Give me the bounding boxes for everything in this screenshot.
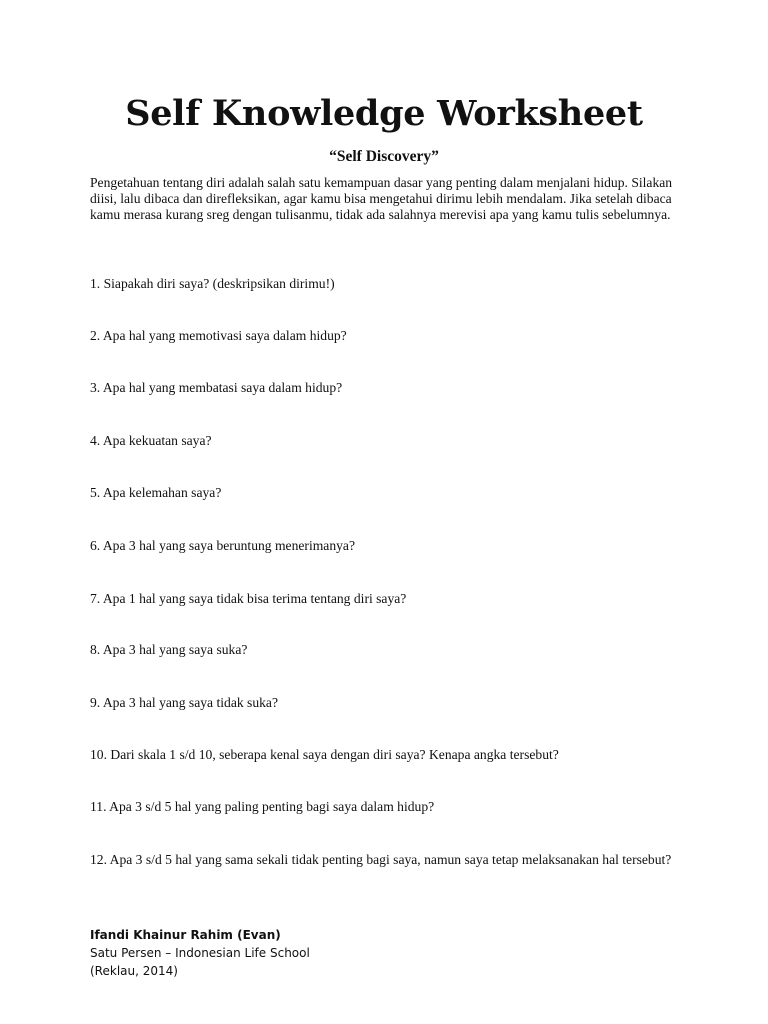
- page-title: Self Knowledge Worksheet: [125, 93, 643, 134]
- question-4: 4. Apa kekuatan saya?: [90, 433, 212, 448]
- page-subtitle: “Self Discovery”: [329, 148, 439, 165]
- question-1: 1. Siapakah diri saya? (deskripsikan dirimu!): [90, 276, 335, 291]
- question-5: 5. Apa kelemahan saya?: [90, 485, 222, 500]
- author-block: [90, 926, 310, 980]
- question-2: 2. Apa hal yang memotivasi saya dalam hidup?: [90, 328, 347, 343]
- author-name: Ifandi Khainur Rahim (Evan): [90, 928, 281, 942]
- author-organization: Satu Persen – Indonesian Life School: [90, 946, 310, 960]
- question-11: 11. Apa 3 s/d 5 hal yang paling penting bagi saya dalam hidup?: [90, 799, 435, 814]
- question-10: 10. Dari skala 1 s/d 10, seberapa kenal saya dengan diri saya? Kenapa angka tersebut?: [90, 747, 559, 762]
- question-9: 9. Apa 3 hal yang saya tidak suka?: [90, 695, 278, 710]
- question-12: 12. Apa 3 s/d 5 hal yang sama sekali tidak penting bagi saya, namun saya tetap melaksanakan hal tersebut?: [90, 852, 672, 867]
- question-6: 6. Apa 3 hal yang saya beruntung menerimanya?: [90, 538, 355, 553]
- question-3: 3. Apa hal yang membatasi saya dalam hidup?: [90, 380, 343, 395]
- author-citation: (Reklau, 2014): [90, 964, 178, 978]
- question-7: 7. Apa 1 hal yang saya tidak bisa terima tentang diri saya?: [90, 591, 407, 606]
- intro-paragraph: Pengetahuan tentang diri adalah salah satu kemampuan dasar yang penting dalam menjalani hidup. Silakan diisi, lalu dibaca dan direfleksikan, agar kamu bisa mengetahui dirimu lebih mendalam. Jika setelah dibaca kamu merasa kurang sreg dengan tulisanmu, tidak ada salahnya merevisi apa yang kamu tulis sebelumnya.: [90, 175, 673, 222]
- question-8: 8. Apa 3 hal yang saya suka?: [90, 642, 248, 657]
